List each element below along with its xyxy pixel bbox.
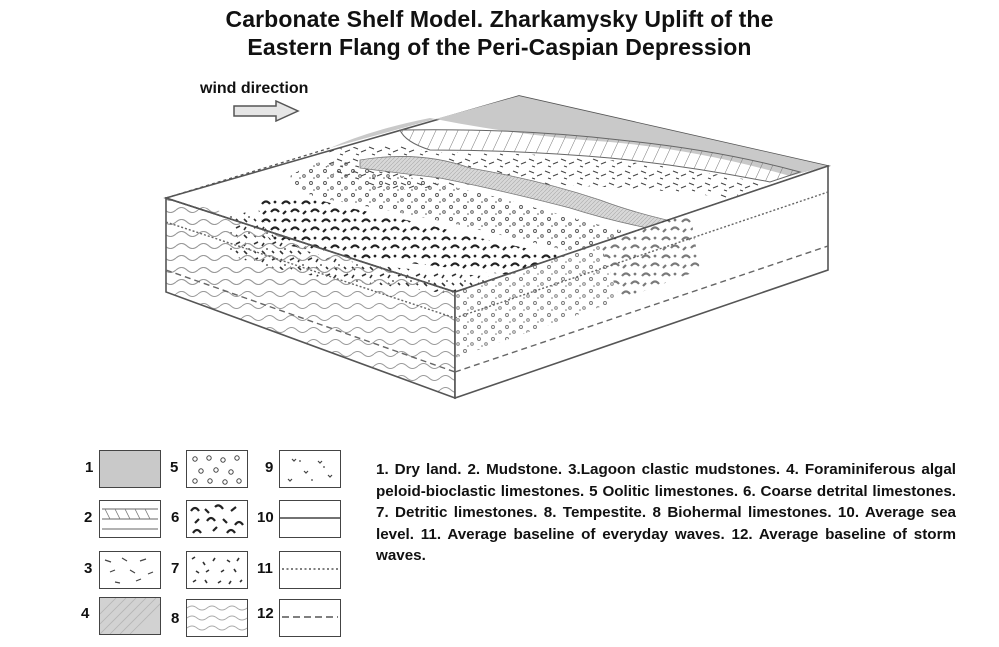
legend-swatch-dry-land [99,450,161,488]
legend-key-6-number: 6 [171,509,180,526]
legend-swatch-mudstone [99,500,161,538]
title-line-1: Carbonate Shelf Model. Zharkamysky Uplift of the [225,6,774,32]
legend-swatch-sea-level [279,500,341,538]
legend-key-11-number: 11 [257,560,273,577]
legend-swatch-tempestite [186,599,248,637]
legend-description: 1. Dry land. 2. Mudstone. 3.Lagoon clastic mudstones. 4. Foraminiferous algal peloid-bioclastic limestones. 5 Oolitic limestones. 6. Coarse detrital limestones. 7. Detritic limestones. 8. Tempestite. 8 Biohermal limestones. 10. Average sea level. 11. Average baseline of everyday waves. 12. Average baseline of storm waves. [376,461,956,564]
legend-key-2-number: 2 [84,509,93,526]
legend-swatch-foraminiferous [99,597,161,635]
legend-swatch-detritic [186,551,248,589]
legend-key-8-number: 8 [171,610,180,627]
legend-swatch-everyday-waves [279,551,341,589]
legend-swatch-lagoon [99,551,161,589]
legend-swatch-storm-waves [279,599,341,637]
legend-key-9-number: 9 [265,459,274,476]
legend-key-3-number: 3 [84,560,93,577]
legend-key-12-number: 12 [257,605,274,622]
legend-key-7-number: 7 [171,560,180,577]
legend-key-10-number: 10 [257,509,274,526]
legend-swatch-coarse-detrital [186,500,248,538]
legend-key-4-number: 4 [81,605,90,622]
wind-direction-label: wind direction [200,80,309,97]
legend-key-1-number: 1 [85,459,94,476]
legend-key-5-number: 5 [170,459,179,476]
title-line-2: Eastern Flang of the Peri-Caspian Depression [247,34,752,60]
legend-swatch-oolitic [186,450,248,488]
carbonate-shelf-block-diagram [160,88,840,403]
legend-swatch-biohermal [279,450,341,488]
